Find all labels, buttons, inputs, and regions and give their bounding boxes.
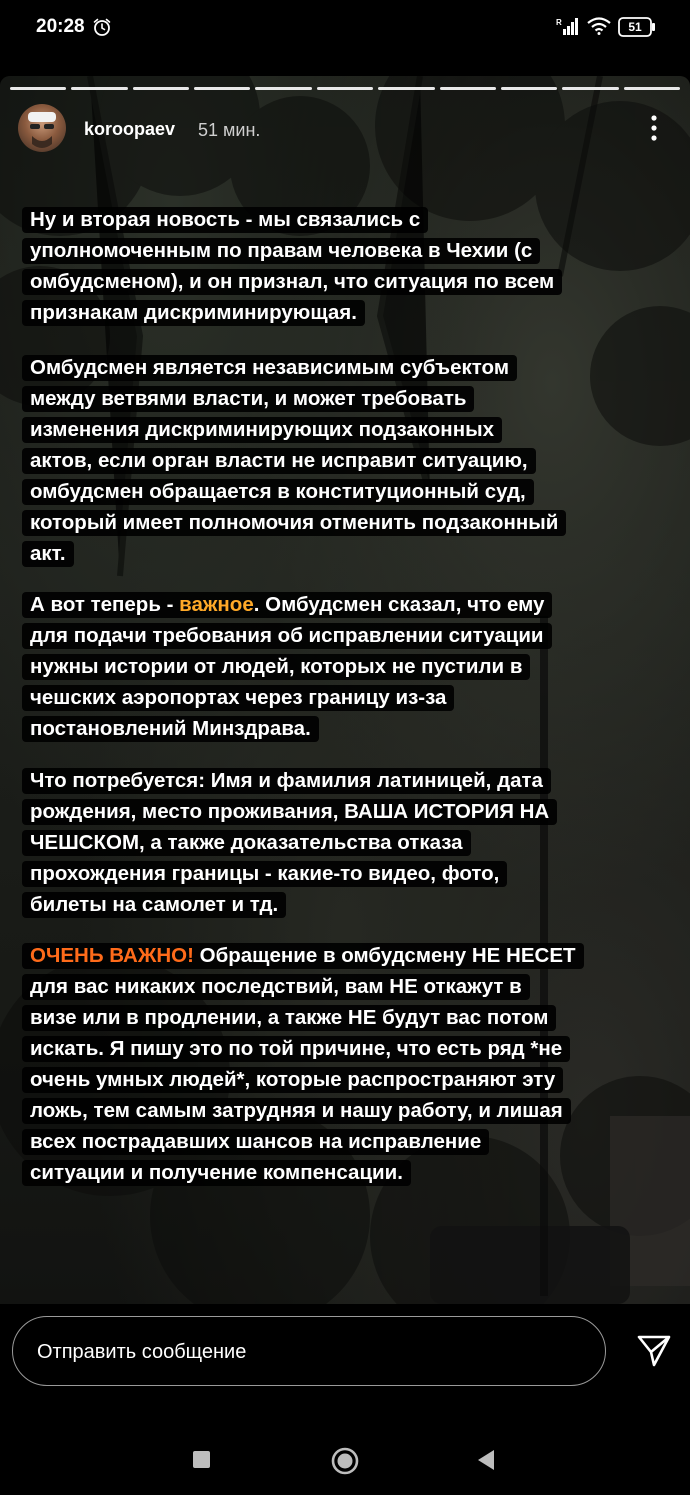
progress-segment <box>562 87 618 90</box>
text-line: прохождения границы - какие-то видео, фото, <box>22 861 507 887</box>
text-line: для подачи требования об исправлении ситуации <box>22 623 552 649</box>
send-message-input[interactable] <box>12 1316 606 1386</box>
text-line: ложь, тем самым затрудняя и нашу работу, и лишая <box>22 1098 571 1124</box>
text-line: омбудсмен обращается в конституционный суд, <box>22 479 534 505</box>
highlight-important: важное <box>179 593 254 616</box>
text-line: изменения дискриминирующих подзаконных <box>22 417 502 443</box>
story-progress-bars <box>10 87 680 90</box>
progress-segment <box>501 87 557 90</box>
post-time: 51 мин. <box>198 120 261 140</box>
story-paragraph-2 <box>22 352 566 569</box>
message-placeholder: Отправить сообщение <box>37 1341 247 1363</box>
text-line: чешских аэропортах через границу из-за <box>22 685 454 711</box>
text-line: для вас никаких последствий, вам НЕ откажут в <box>22 974 530 1000</box>
text-fragment: Обращение в омбудсмену НЕ НЕСЕТ <box>193 944 576 967</box>
progress-segment <box>71 87 127 90</box>
progress-segment <box>440 87 496 90</box>
back-button[interactable] <box>476 1449 496 1471</box>
text-fragment: . Омбудсмен сказал, что ему <box>253 593 545 616</box>
text-line: уполномоченным по правам человека в Чехии (с <box>22 238 540 264</box>
story-paragraph-1 <box>22 204 562 328</box>
text-line: Что потребуется: Имя и фамилия латиницей, дата <box>22 768 551 794</box>
text-line: визе или в продлении, а также НЕ будут вас потом <box>22 1005 556 1031</box>
progress-segment <box>378 87 434 90</box>
progress-segment <box>133 87 189 90</box>
avatar-image <box>18 104 66 152</box>
text-line: постановлений Минздрава. <box>22 716 319 742</box>
avatar[interactable] <box>18 104 66 152</box>
text-fragment: А вот теперь - <box>30 593 180 616</box>
text-line: Омбудсмен является независимым субъектом <box>22 355 517 381</box>
text-line: Ну и вторая новость - мы связались с <box>22 207 428 233</box>
text-line: искать. Я пишу это по той причине, что есть ряд *не <box>22 1036 570 1062</box>
username[interactable]: koroopaev <box>84 119 176 139</box>
signal-icon <box>556 17 578 35</box>
recent-apps-button[interactable] <box>193 1451 210 1468</box>
progress-segment <box>317 87 373 90</box>
story-paragraph-3 <box>22 589 552 744</box>
wifi-icon <box>587 17 611 35</box>
text-line: признакам дискриминирующая. <box>22 300 365 326</box>
system-nav-bar <box>0 1420 690 1495</box>
text-line: ситуации и получение компенсации. <box>22 1160 411 1186</box>
send-icon[interactable] <box>636 1334 672 1368</box>
battery-level: 51 <box>628 20 642 34</box>
story-paragraph-5 <box>22 940 584 1188</box>
svg-text:R: R <box>556 18 562 27</box>
text-line: всех пострадавших шансов на исправление <box>22 1129 489 1155</box>
home-button[interactable] <box>331 1447 359 1475</box>
progress-segment <box>10 87 66 90</box>
text-line: омбудсменом), и он признал, что ситуация по всем <box>22 269 562 295</box>
more-options-icon[interactable] <box>644 114 664 142</box>
progress-segment <box>255 87 311 90</box>
highlight-very-important: ОЧЕНЬ ВАЖНО! <box>30 944 194 967</box>
text-line: между ветвями власти, и может требовать <box>22 386 474 412</box>
progress-segment <box>624 87 680 90</box>
reply-bar <box>0 1304 690 1420</box>
text-line: рождения, место проживания, ВАША ИСТОРИЯ НА <box>22 799 557 825</box>
status-time: 20:28 <box>36 16 85 37</box>
alarm-clock-icon <box>92 17 112 37</box>
story-view[interactable] <box>0 76 690 1304</box>
text-line: ЧЕШСКОМ, а также доказательства отказа <box>22 830 471 856</box>
status-bar <box>0 0 690 56</box>
text-line: актов, если орган власти не исправит ситуацию, <box>22 448 536 474</box>
text-line: нужны истории от людей, которых не пустили в <box>22 654 530 680</box>
story-paragraph-4 <box>22 765 557 920</box>
text-line <box>22 592 552 618</box>
text-line <box>22 943 584 969</box>
text-line: билеты на самолет и тд. <box>22 892 286 918</box>
text-line: акт. <box>22 541 74 567</box>
text-line: очень умных людей*, которые распространяют эту <box>22 1067 563 1093</box>
progress-segment <box>194 87 250 90</box>
text-line: который имеет полномочия отменить подзаконный <box>22 510 566 536</box>
